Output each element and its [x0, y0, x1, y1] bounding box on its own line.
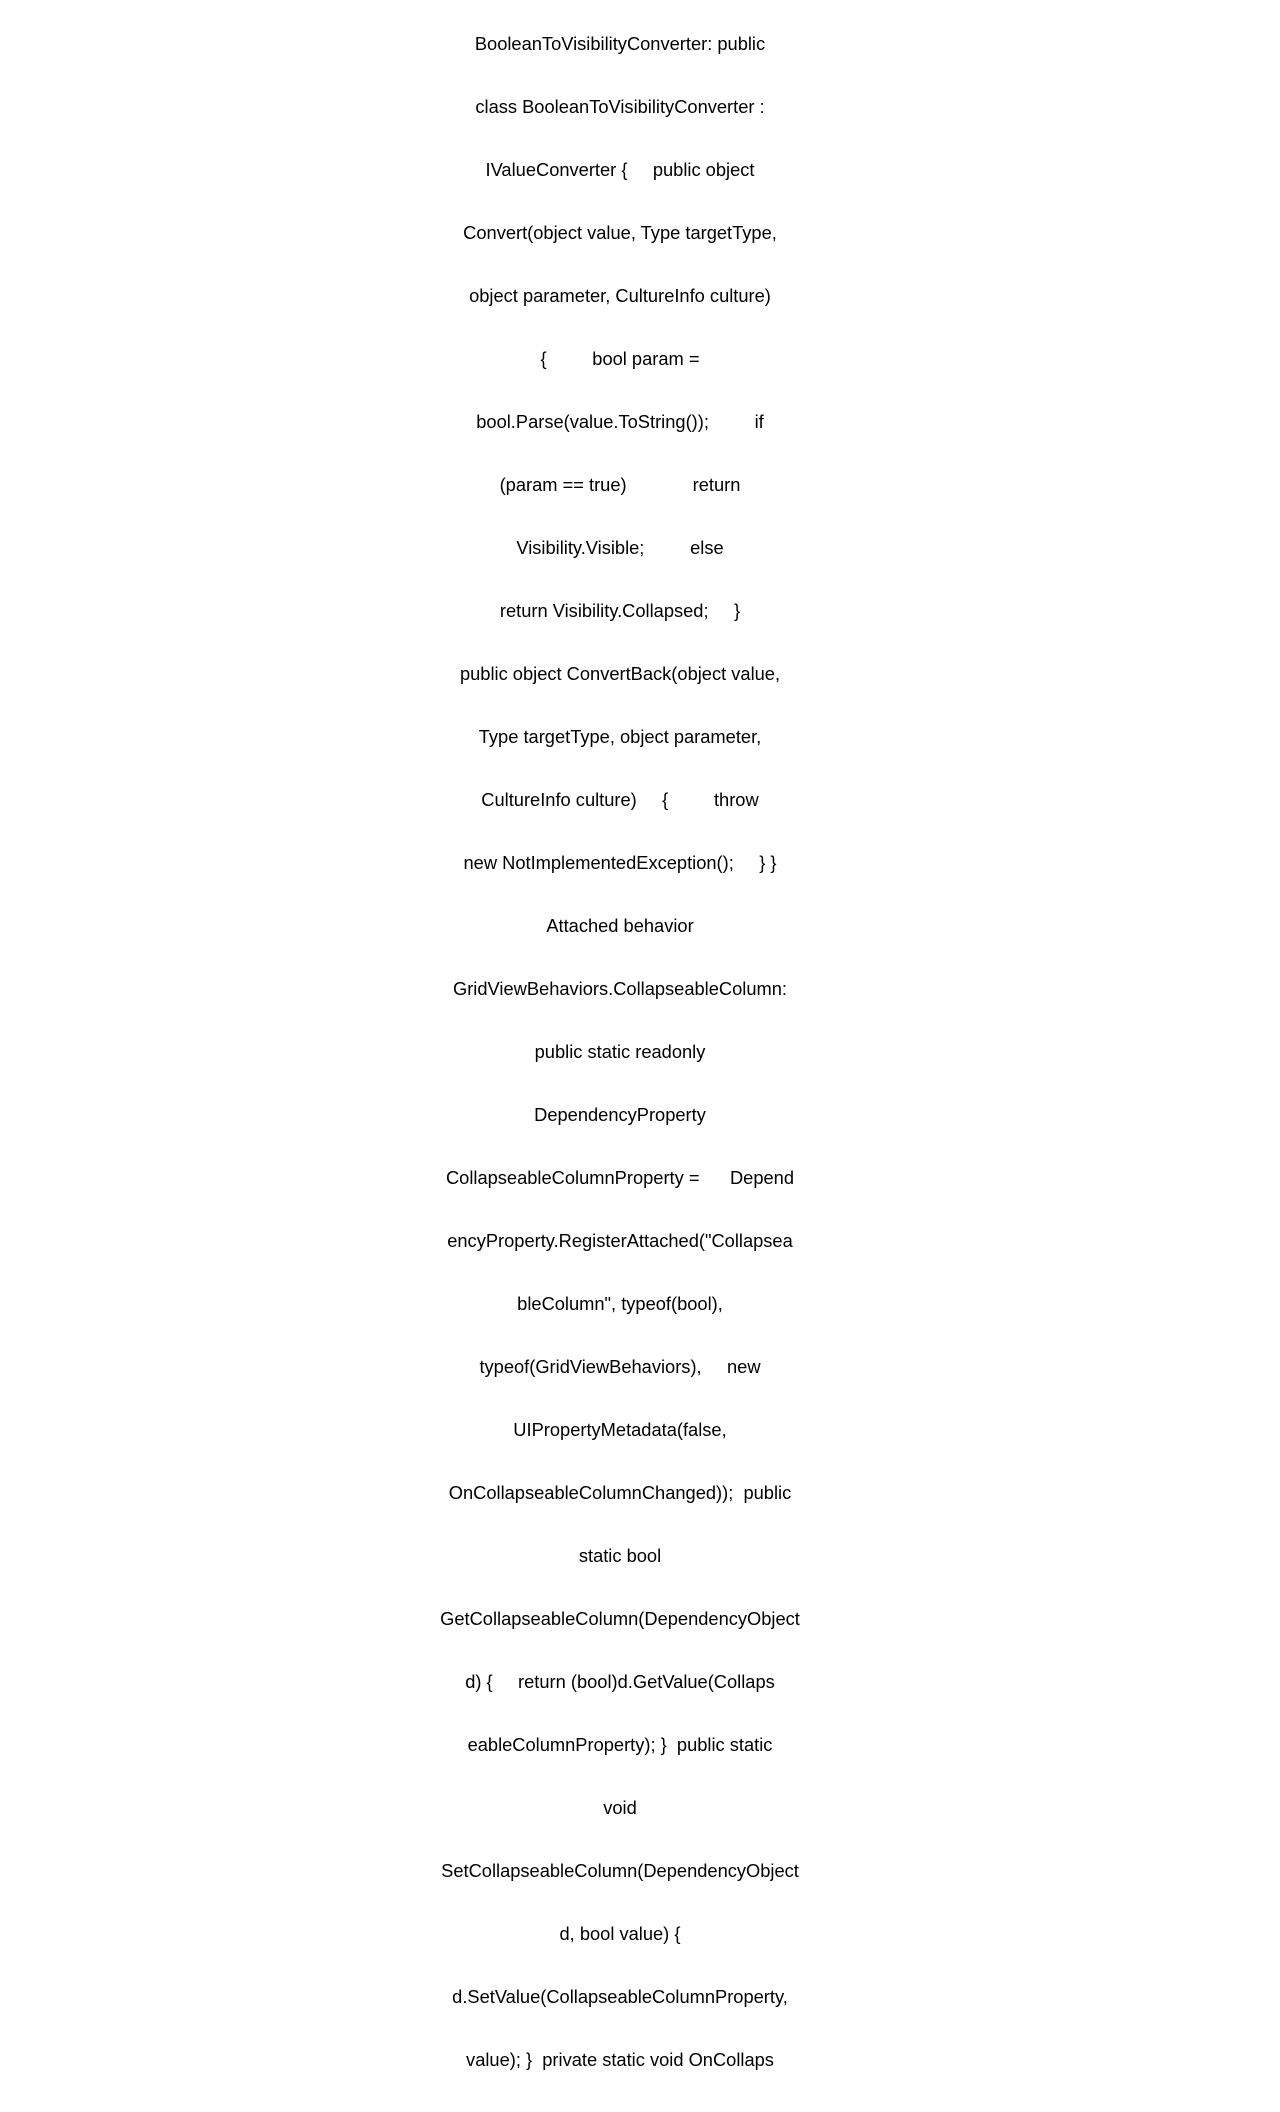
text-line: UIPropertyMetadata(false, — [513, 1419, 727, 1440]
text-line: d) { return (bool)d.GetValue(Collaps — [465, 1671, 775, 1692]
text-line: typeof(GridViewBehaviors), new — [479, 1356, 761, 1377]
text-line: DependencyProperty — [534, 1104, 706, 1125]
text-line: public static readonly — [534, 1041, 706, 1062]
text-line: eableColumnProperty); } public static — [467, 1734, 773, 1755]
text-line: CultureInfo culture) { throw — [481, 789, 759, 810]
text-line: static bool — [578, 1545, 662, 1566]
text-line: void — [603, 1797, 637, 1818]
text-line: (param == true) return — [499, 474, 741, 495]
text-line: Visibility.Visible; else — [516, 537, 724, 558]
text-line: new NotImplementedException(); } } — [463, 852, 777, 873]
text-line: CollapseableColumnProperty = Depend — [445, 1167, 795, 1188]
text-line: GetCollapseableColumn(DependencyObject — [440, 1608, 800, 1629]
text-line: Attached behavior — [546, 915, 694, 936]
code-text-block — [420, 0, 820, 2112]
text-line: Type targetType, object parameter, — [478, 726, 762, 747]
text-line: d, bool value) { — [559, 1923, 681, 1944]
text-line: { bool param = — [540, 348, 700, 369]
text-line: return Visibility.Collapsed; } — [499, 600, 741, 621]
text-line: encyProperty.RegisterAttached("Collapsea — [447, 1230, 793, 1251]
text-line: value); } private static void OnCollaps — [466, 2049, 774, 2070]
text-line: GridViewBehaviors.CollapseableColumn: — [453, 978, 787, 999]
text-line: OnCollapseableColumnChanged)); public — [448, 1482, 792, 1503]
text-line: d.SetValue(CollapseableColumnProperty, — [452, 1986, 788, 2007]
text-line: SetCollapseableColumn(DependencyObject — [441, 1860, 799, 1881]
text-line: bool.Parse(value.ToString()); if — [476, 411, 764, 432]
text-line: IValueConverter { public object — [485, 159, 755, 180]
text-line: public object ConvertBack(object value, — [459, 663, 781, 684]
text-line: object parameter, CultureInfo culture) — [469, 285, 771, 306]
text-line: bleColumn", typeof(bool), — [517, 1293, 723, 1314]
text-line: Convert(object value, Type targetType, — [463, 222, 777, 243]
text-line: BooleanToVisibilityConverter: public — [474, 33, 766, 54]
text-line: class BooleanToVisibilityConverter : — [475, 96, 765, 117]
